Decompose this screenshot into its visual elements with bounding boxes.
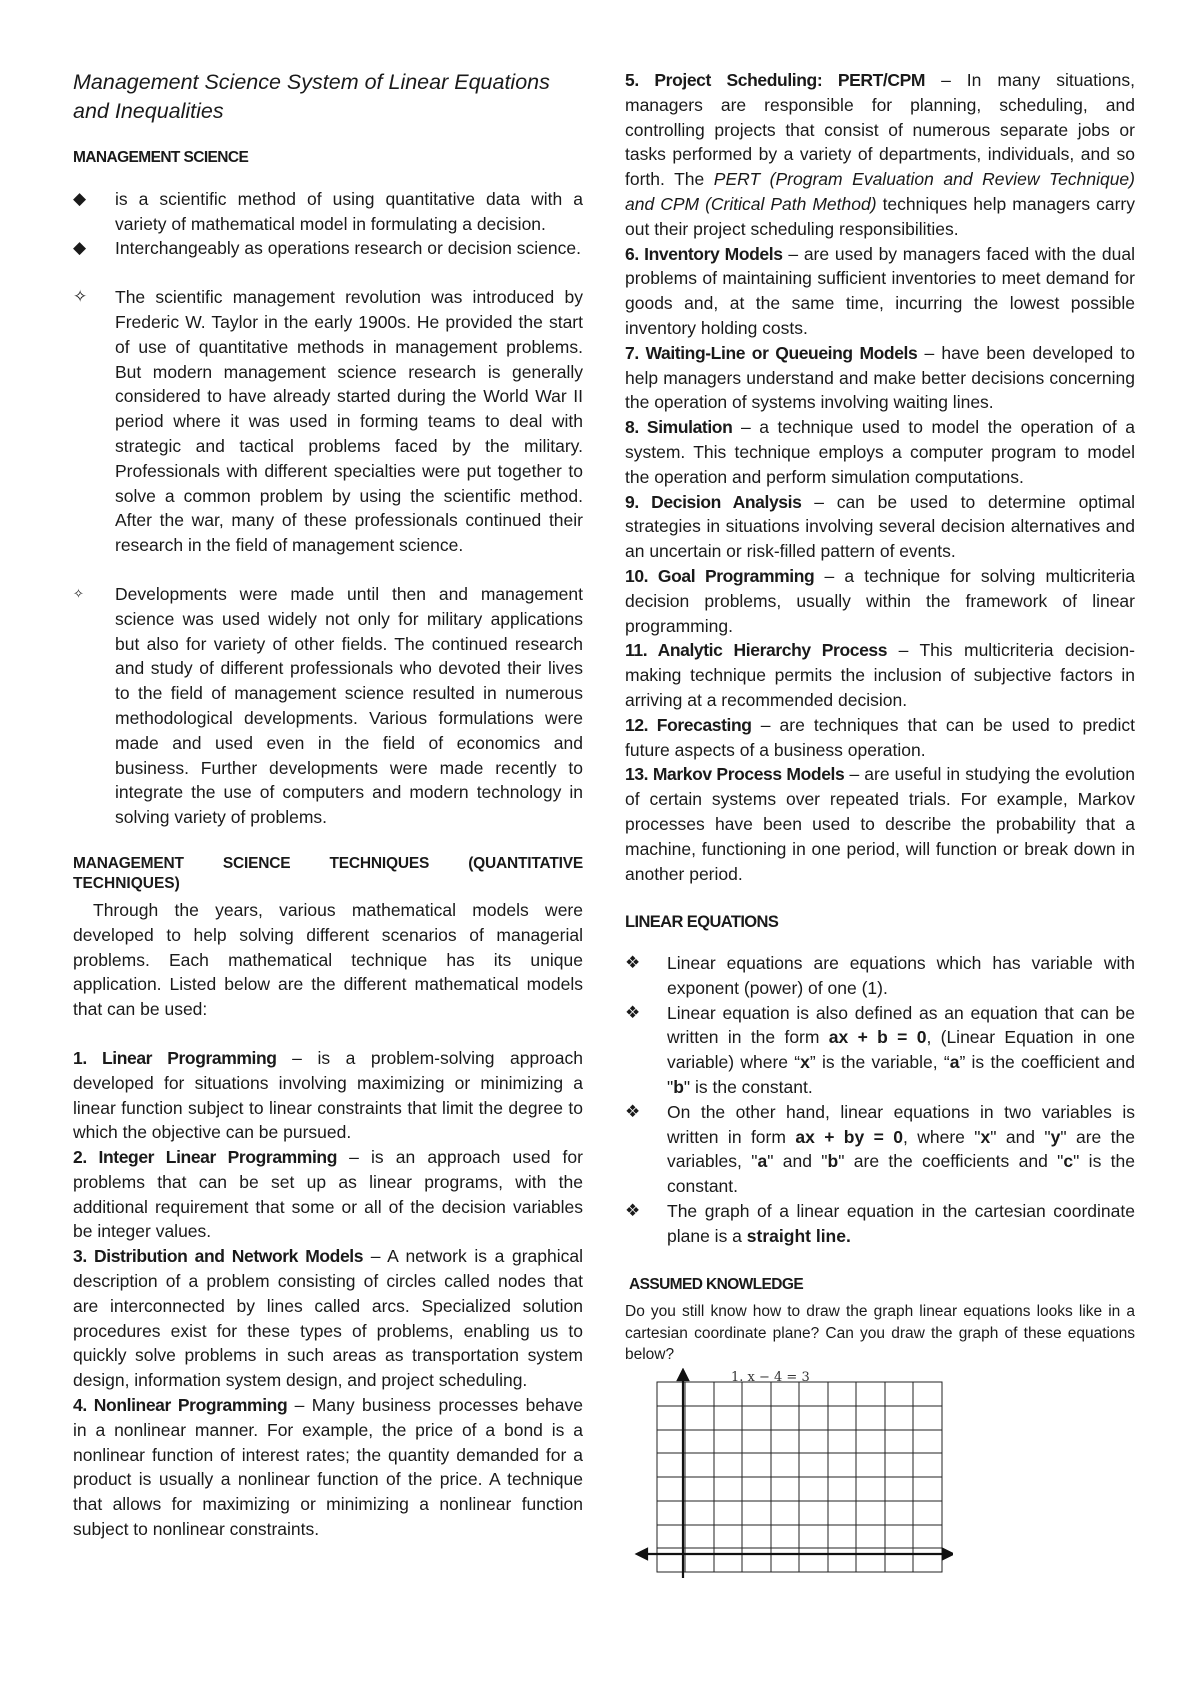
technique-desc: – is a problem-solving approach developed for situations involving maximizing or minimizing a linear function subject to linear constraints that limit the degree to which the objective can be pursued. xyxy=(73,1047,583,1143)
technique-name: 6. Inventory Models xyxy=(625,243,783,264)
ms-definition-1: is a scientific method of using quantitative data with a variety of mathematical model in formulating a decision. xyxy=(115,188,583,234)
techniques-heading-line2: TECHNIQUES) xyxy=(73,874,180,892)
technique-desc: – Many business processes behave in a nonlinear manner. For example, the price of a bond is a nonlinear function of interest rates; the quantity demanded for a product is usually a nonlinear function of the price. A technique that allows for maximizing or minimizing a nonlinear function subject to nonlinear constraints. xyxy=(73,1395,584,1540)
technique-name: 13. Markov Process Models xyxy=(625,764,845,785)
le-text: " and " xyxy=(767,1151,828,1172)
x-axis-right-arrow-icon xyxy=(943,1549,953,1559)
technique-desc: – In many situations, managers are responsible for planning, scheduling, and controlling projects that consist of numerous separate jobs or tasks performed by a variety of departments, individuals, and so forth. The xyxy=(625,70,1135,190)
linear-equations-heading: LINEAR EQUATIONS xyxy=(625,913,779,932)
axes xyxy=(637,1370,953,1578)
ms-definition-2: Interchangeably as operations research or decision science. xyxy=(115,238,581,259)
technique-item xyxy=(625,415,1135,489)
le-text: The graph of a linear equation in the cartesian coordinate plane is a xyxy=(667,1201,1135,1246)
technique-item xyxy=(73,1145,583,1244)
le-text: , where " xyxy=(902,1126,981,1147)
le-strong: straight line. xyxy=(746,1225,851,1246)
technique-item xyxy=(625,490,1135,564)
page-title: Management Science System of Linear Equations and Inequalities xyxy=(73,70,550,123)
coordinate-grid xyxy=(633,1368,953,1578)
list-item xyxy=(73,582,583,830)
list-item xyxy=(73,285,583,558)
le-point-2 xyxy=(667,1003,1135,1097)
le-text: ” is the coefficient and " xyxy=(667,1052,1135,1098)
le-text: ” is the variable, “ xyxy=(809,1052,950,1073)
le-point-4 xyxy=(667,1201,1135,1246)
star-small-bullet-icon: ✧ xyxy=(73,585,84,601)
technique-desc-italic: PERT (Program Evaluation and Review Technique) and CPM (Critical Path Method) xyxy=(625,169,1135,214)
le-text: " is the constant. xyxy=(683,1077,813,1098)
le-point-1: Linear equations are equations which has variable with exponent (power) of one (1). xyxy=(667,953,1135,998)
list-item xyxy=(73,187,583,237)
diamond-bullet-icon: ◆ xyxy=(73,238,87,258)
le-text: " are the coefficients and " xyxy=(838,1151,1064,1172)
list-item xyxy=(625,1100,1135,1199)
technique-name: 4. Nonlinear Programming xyxy=(73,1395,288,1416)
le-text: Linear equation is also defined as an equation that can be written in the form xyxy=(667,1002,1135,1048)
technique-item xyxy=(625,242,1135,341)
technique-desc: – can be used to determine optimal strategies in situations involving several decision alternatives and an uncertain or risk-filled pattern of events. xyxy=(625,491,1135,562)
techniques-intro: Through the years, various mathematical models were developed to help solving different scenarios of managerial problems. Each mathematical technique has its unique application. Listed below are the different mathematical models that can be used: xyxy=(73,899,583,1020)
technique-desc: – are useful in studying the evolution of certain systems over repeated trials. For example, Markov processes have been used to describe the probability that a machine, functioning in one period, will function or break down in another period. xyxy=(625,764,1135,884)
le-var: c xyxy=(1063,1151,1074,1172)
ms-definition-list xyxy=(73,187,583,261)
list-item xyxy=(625,1001,1135,1100)
coordinate-grid-figure xyxy=(633,1368,1135,1585)
technique-name: 3. Distribution and Network Models xyxy=(73,1246,364,1267)
technique-name: 2. Integer Linear Programming xyxy=(73,1147,338,1168)
diamond-bullet-icon: ◆ xyxy=(73,188,87,208)
technique-name: 9. Decision Analysis xyxy=(625,491,802,512)
list-item xyxy=(73,236,583,261)
assumed-knowledge-text: Do you still know how to draw the graph linear equations looks like in a cartesian coordinate plane? Can you draw the graph of these equations below? xyxy=(625,1303,1135,1364)
le-text: " are the variables, " xyxy=(667,1126,1135,1172)
star-outline-bullet-icon: ✧ xyxy=(73,287,88,307)
four-point-bullet-icon: ❖ xyxy=(625,1201,641,1221)
technique-desc: – are techniques that can be used to predict future aspects of a business operation. xyxy=(625,714,1135,760)
le-text: On the other hand, linear equations in two variables is written in form xyxy=(667,1101,1135,1147)
technique-desc: – a technique for solving multicriteria decision problems, usually within the framework of linear programming. xyxy=(625,565,1135,636)
ms-history-list xyxy=(73,285,583,558)
technique-desc: – have been developed to help managers understand and make better decisions concerning the operation of systems involving waiting lines. xyxy=(625,342,1135,413)
technique-item xyxy=(625,762,1135,886)
technique-item xyxy=(625,713,1135,763)
le-var: x xyxy=(800,1052,810,1073)
technique-desc: – are used by managers faced with the dual problems of maintaining sufficient inventories to meet demand for goods and, at the same time, incurring the lowest possible inventory holding costs. xyxy=(625,243,1135,338)
technique-desc: – a technique used to model the operation of a system. This technique employs a computer program to model the operation and perform simulation computations. xyxy=(625,417,1135,487)
le-var: y xyxy=(1050,1126,1061,1147)
technique-name: 5. Project Scheduling: PERT/CPM xyxy=(625,70,926,90)
grid-lines xyxy=(657,1382,942,1572)
le-formula: ax + b = 0 xyxy=(828,1027,927,1048)
technique-item xyxy=(73,1393,583,1542)
y-axis-arrow-icon xyxy=(678,1370,688,1380)
technique-desc: – A network is a graphical description of a problem consisting of circles called nodes that are interconnected by lines called arcs. Specialized solution procedures exist for these types of problems, enabling us to quickly solve problems in such areas as transportation system design, information system design, and project scheduling. xyxy=(73,1246,583,1391)
list-item xyxy=(625,1199,1135,1249)
le-text: " is the constant. xyxy=(667,1151,1135,1197)
linear-equations-list xyxy=(625,951,1135,1249)
list-item xyxy=(625,951,1135,1001)
le-formula: ax + by = 0 xyxy=(795,1126,903,1147)
technique-item xyxy=(625,564,1135,638)
technique-name: 7. Waiting-Line or Queueing Models xyxy=(625,342,918,363)
technique-item xyxy=(625,68,1135,242)
technique-desc: – is an approach used for problems that can be set up as linear programs, with the additional requirement that some or all of the decision variables be integer values. xyxy=(73,1147,583,1242)
technique-name: 1. Linear Programming xyxy=(73,1047,277,1068)
ms-history-paragraph-1: The scientific management revolution was introduced by Frederic W. Taylor in the early 1900s. He provided the start of use of quantitative methods in management problems. But modern management science research is generally considered to have already started during the World War II period where it was used in forming teams to deal with strategic and tactical problems faced by the military. Professionals with different specialties were put together to solve a common problem by using the scientific method. After the war, many of these professionals continued their research in the field of management science. xyxy=(115,287,583,556)
x-axis-left-arrow-icon xyxy=(637,1549,647,1559)
technique-name: 10. Goal Programming xyxy=(625,565,815,586)
le-point-3 xyxy=(667,1102,1135,1196)
le-text: , (Linear Equation in one variable) where “ xyxy=(667,1027,1135,1073)
technique-item xyxy=(625,341,1135,415)
management-science-heading: MANAGEMENT SCIENCE xyxy=(73,149,249,166)
graph-equation-label: 1. x − 4 = 3 xyxy=(731,1369,810,1385)
technique-desc: – This multicriteria decision-making technique permits the inclusion of subjective factors in arriving at a recommended decision. xyxy=(625,640,1135,710)
four-point-bullet-icon: ❖ xyxy=(625,1101,641,1121)
le-text: " and " xyxy=(990,1126,1051,1147)
technique-name: 12. Forecasting xyxy=(625,714,752,735)
technique-name: 11. Analytic Hierarchy Process xyxy=(625,640,888,661)
ms-history-list-2 xyxy=(73,582,583,830)
assumed-knowledge-heading: ASSUMED KNOWLEDGE xyxy=(629,1275,804,1293)
technique-item xyxy=(73,1244,583,1393)
right-column xyxy=(625,68,1135,1585)
four-point-bullet-icon: ❖ xyxy=(625,1002,641,1022)
left-column xyxy=(73,68,583,1542)
technique-item xyxy=(625,638,1135,712)
techniques-heading-line1: MANAGEMENT SCIENCE TECHNIQUES (QUANTITATIVE xyxy=(73,854,583,872)
technique-desc-after: techniques help managers carry out their project scheduling responsibilities. xyxy=(625,193,1135,239)
le-var: x xyxy=(980,1126,991,1147)
le-var: b xyxy=(673,1077,684,1098)
ms-history-paragraph-2: Developments were made until then and management science was used widely not only for military applications but also for variety of other fields. The continued research and study of different professionals who devoted their lives to the field of management science resulted in numerous methodological developments. Various formulations were made and used even in the field of economics and business. Further developments were made recently to integrate the use of computers and modern technology in solving variety of problems. xyxy=(115,583,583,828)
four-point-bullet-icon: ❖ xyxy=(625,953,641,973)
technique-name: 8. Simulation xyxy=(625,417,733,438)
le-var: a xyxy=(949,1052,960,1073)
le-var: b xyxy=(827,1151,839,1172)
le-var: a xyxy=(757,1151,768,1172)
technique-item xyxy=(73,1046,583,1145)
